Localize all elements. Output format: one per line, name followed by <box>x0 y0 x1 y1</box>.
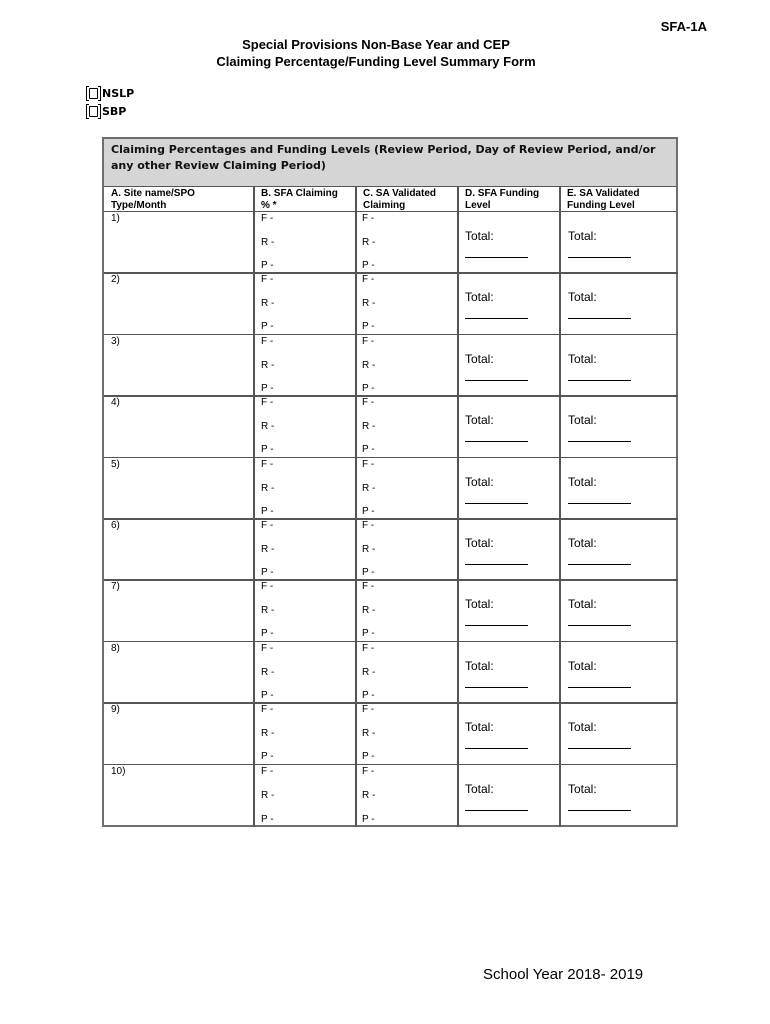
sfa-funding-total-label: Total: <box>465 229 494 243</box>
row-divider <box>104 641 678 643</box>
sfa-paid-label: P - <box>261 567 274 578</box>
sfa-funding-total-blank <box>465 564 528 565</box>
sa-funding-total-blank <box>568 257 631 258</box>
row-number: 8) <box>111 642 120 654</box>
column-header-sfa-funding-line1: D. SFA Funding <box>465 188 540 199</box>
column-header-sfa-funding <box>458 187 560 212</box>
checkbox-icon <box>89 106 98 117</box>
sa-free-label: F - <box>362 458 375 470</box>
sfa-funding-total-label: Total: <box>465 536 494 550</box>
column-divider <box>457 187 459 827</box>
form-title-line1: Special Provisions Non-Base Year and CEP <box>242 37 510 52</box>
sa-funding-total-label: Total: <box>568 290 597 305</box>
sfa-reduced-label: R - <box>261 359 275 371</box>
sa-reduced-label: R - <box>362 359 376 371</box>
column-header-sa-validated-claiming-line2: Claiming <box>363 200 406 211</box>
row-divider <box>104 272 678 274</box>
sa-free-label: F - <box>362 274 375 286</box>
sfa-paid-label: P - <box>261 382 274 394</box>
sa-free-label: F - <box>362 335 375 347</box>
sfa-paid-label: P - <box>261 813 274 825</box>
sfa-funding-total-label: Total: <box>465 351 494 366</box>
sa-funding-total-blank <box>568 318 631 319</box>
sfa-reduced-label: R - <box>261 544 275 555</box>
row-number: 4) <box>111 397 120 409</box>
sfa-reduced-label: R - <box>261 666 275 678</box>
column-divider <box>253 187 255 827</box>
checkbox-icon <box>89 88 98 99</box>
row-divider <box>104 579 678 581</box>
column-header-sa-validated-claiming <box>356 187 458 212</box>
row-number: 7) <box>111 581 120 593</box>
school-year: School Year 2018- 2019 <box>483 966 644 983</box>
row-number: 5) <box>111 458 120 470</box>
sfa-paid-label: P - <box>261 628 274 640</box>
column-header-site <box>104 187 254 212</box>
section-heading: Claiming Percentages and Funding Levels (Review Period, Day of Review Period, and/or any other Review Claiming Period) <box>104 139 676 187</box>
sfa-funding-total-blank <box>465 380 528 381</box>
sa-funding-total-label: Total: <box>568 536 597 550</box>
sa-funding-total-blank <box>568 625 631 626</box>
row-divider <box>104 395 678 397</box>
sfa-free-label: F - <box>261 520 274 531</box>
sfa-funding-total-blank <box>465 687 528 688</box>
sfa-funding-total-blank <box>465 503 528 504</box>
sfa-reduced-label: R - <box>261 605 275 617</box>
sfa-free-label: F - <box>261 765 274 777</box>
column-header-sa-validated-funding <box>560 187 676 212</box>
column-header-sfa-claiming <box>254 187 356 212</box>
sa-reduced-label: R - <box>362 298 376 310</box>
column-header-site-line1: A. Site name/SPO <box>111 188 195 199</box>
sa-funding-total-blank <box>568 748 631 749</box>
nslp-checkbox[interactable] <box>89 87 134 100</box>
sfa-funding-total-label: Total: <box>465 658 494 673</box>
row-number: 2) <box>111 274 120 286</box>
column-header-sfa-claiming-line1: B. SFA Claiming <box>261 188 338 199</box>
row-divider <box>104 518 678 520</box>
sa-funding-total-blank <box>568 564 631 565</box>
sfa-free-label: F - <box>261 581 274 593</box>
sfa-funding-total-blank <box>465 318 528 319</box>
row-divider <box>104 702 678 704</box>
sa-funding-total-blank <box>568 503 631 504</box>
sa-funding-total-label: Total: <box>568 229 597 243</box>
sfa-free-label: F - <box>261 704 274 716</box>
sfa-funding-total-label: Total: <box>465 597 494 612</box>
sa-paid-label: P - <box>362 628 375 640</box>
sfa-reduced-label: R - <box>261 421 275 433</box>
sa-funding-total-blank <box>568 687 631 688</box>
sa-funding-total-label: Total: <box>568 413 597 428</box>
sa-reduced-label: R - <box>362 544 376 555</box>
row-number: 10) <box>111 765 126 777</box>
row-number: 9) <box>111 704 120 716</box>
sfa-reduced-label: R - <box>261 237 275 248</box>
sfa-free-label: F - <box>261 335 274 347</box>
sa-funding-total-label: Total: <box>568 781 597 796</box>
sfa-funding-total-label: Total: <box>465 781 494 796</box>
sfa-paid-label: P - <box>261 751 274 763</box>
row-divider <box>104 334 678 336</box>
sfa-funding-total-blank <box>465 441 528 442</box>
sfa-paid-label: P - <box>261 444 274 456</box>
sfa-free-label: F - <box>261 213 274 224</box>
sfa-paid-label: P - <box>261 321 274 333</box>
sfa-paid-label: P - <box>261 689 274 701</box>
sa-free-label: F - <box>362 397 375 409</box>
sa-funding-total-label: Total: <box>568 351 597 366</box>
sa-reduced-label: R - <box>362 421 376 433</box>
column-divider <box>355 187 357 827</box>
sfa-funding-total-blank <box>465 810 528 811</box>
row-divider <box>104 764 678 766</box>
sa-reduced-label: R - <box>362 728 376 740</box>
form-id: SFA-1A <box>660 19 707 34</box>
sa-free-label: F - <box>362 213 375 224</box>
sa-paid-label: P - <box>362 444 375 456</box>
sa-paid-label: P - <box>362 505 375 517</box>
row-divider <box>104 457 678 459</box>
sa-free-label: F - <box>362 704 375 716</box>
sa-paid-label: P - <box>362 567 375 578</box>
sa-reduced-label: R - <box>362 482 376 494</box>
sa-paid-label: P - <box>362 689 375 701</box>
sa-funding-total-blank <box>568 810 631 811</box>
sa-funding-total-blank <box>568 441 631 442</box>
sa-funding-total-label: Total: <box>568 658 597 673</box>
column-header-sfa-funding-line2: Level <box>465 200 491 211</box>
sa-funding-total-label: Total: <box>568 474 597 489</box>
sa-funding-total-blank <box>568 380 631 381</box>
column-header-sa-validated-claiming-line1: C. SA Validated <box>363 188 436 199</box>
sfa-reduced-label: R - <box>261 728 275 740</box>
sa-free-label: F - <box>362 520 375 531</box>
sfa-funding-total-blank <box>465 257 528 258</box>
sfa-free-label: F - <box>261 642 274 654</box>
sfa-paid-label: P - <box>261 260 274 271</box>
column-header-sfa-claiming-line2: % * <box>261 200 277 211</box>
sa-paid-label: P - <box>362 382 375 394</box>
sfa-funding-total-label: Total: <box>465 413 494 428</box>
sa-reduced-label: R - <box>362 605 376 617</box>
sa-funding-total-label: Total: <box>568 720 597 735</box>
sa-paid-label: P - <box>362 260 375 271</box>
sa-reduced-label: R - <box>362 666 376 678</box>
column-header-sa-validated-funding-line1: E. SA Validated <box>567 188 640 199</box>
nslp-label: NSLP <box>102 87 135 100</box>
sfa-funding-total-blank <box>465 625 528 626</box>
sfa-funding-total-label: Total: <box>465 474 494 489</box>
row-number: 3) <box>111 335 120 347</box>
sfa-reduced-label: R - <box>261 789 275 801</box>
sa-reduced-label: R - <box>362 237 376 248</box>
sa-paid-label: P - <box>362 813 375 825</box>
sfa-funding-total-blank <box>465 748 528 749</box>
form-title-line2: Claiming Percentage/Funding Level Summary Form <box>216 54 536 69</box>
sfa-free-label: F - <box>261 458 274 470</box>
sa-free-label: F - <box>362 765 375 777</box>
sa-free-label: F - <box>362 581 375 593</box>
sbp-checkbox[interactable] <box>89 105 126 118</box>
column-header-site-line2: Type/Month <box>111 200 167 211</box>
sfa-funding-total-label: Total: <box>465 290 494 305</box>
column-divider <box>559 187 561 827</box>
sfa-reduced-label: R - <box>261 298 275 310</box>
sfa-free-label: F - <box>261 274 274 286</box>
row-number: 6) <box>111 520 120 531</box>
sa-paid-label: P - <box>362 751 375 763</box>
sa-funding-total-label: Total: <box>568 597 597 612</box>
sfa-free-label: F - <box>261 397 274 409</box>
sfa-paid-label: P - <box>261 505 274 517</box>
column-header-sa-validated-funding-line2: Funding Level <box>567 200 635 211</box>
sa-reduced-label: R - <box>362 789 376 801</box>
sa-paid-label: P - <box>362 321 375 333</box>
sa-free-label: F - <box>362 642 375 654</box>
row-number: 1) <box>111 213 120 224</box>
sfa-funding-total-label: Total: <box>465 720 494 735</box>
sbp-label: SBP <box>102 105 127 118</box>
sfa-reduced-label: R - <box>261 482 275 494</box>
